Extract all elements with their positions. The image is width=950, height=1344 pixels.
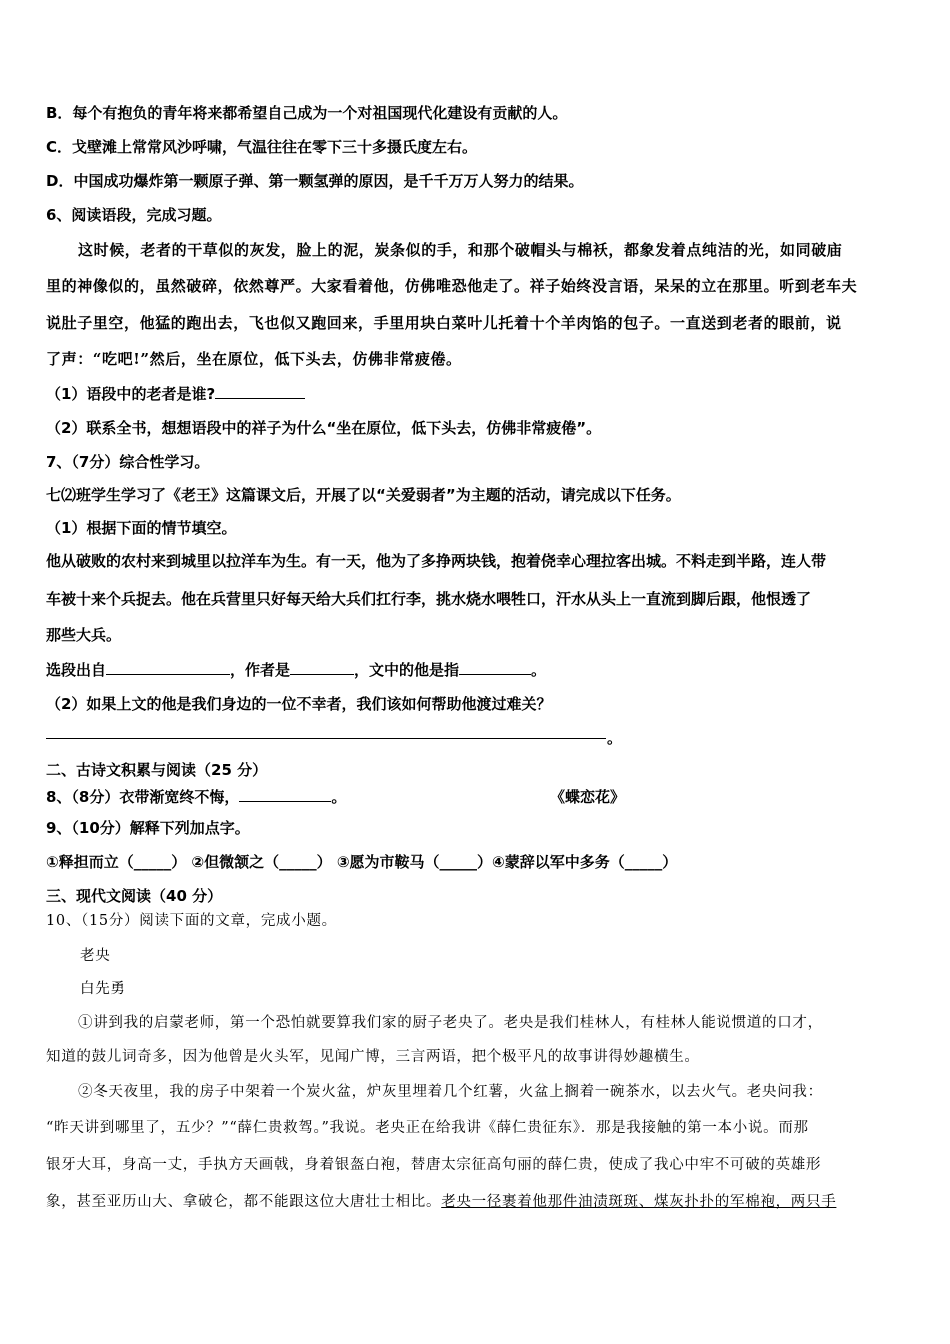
question-9-title: 9、（10分）解释下列加点字。 xyxy=(46,819,250,837)
article-p2-line-1: ②冬天夜里，我的房子中架着一个炭火盆，炉灰里埋着几个红薯，火盆上搁着一碗茶水，以去火气。老央问我： xyxy=(78,1084,823,1100)
passage-7-line-1: 他从破败的农村来到城里以拉洋车为生。有一天，他为了多挣两块钱，抱着侥幸心理拉客出城。不料走到半路，连人带 xyxy=(46,552,827,570)
article-p1-line-1: ①讲到我的启蒙老师，第一个恐怕就要算我们家的厨子老央了。老央是我们桂林人，有桂林人能说惯道的口才， xyxy=(78,1015,823,1031)
article-author: 白先勇 xyxy=(80,981,126,997)
question-8 xyxy=(46,787,346,807)
question-7-sub-2: （2）如果上文的他是我们身边的一位不幸者，我们该如何帮助他渡过难关？ xyxy=(46,695,552,713)
article-p2-line-2: “昨天讲到哪里了，五少？”“薛仁贵救驾。”我说。老央正在给我讲《薛仁贵征东》．那是我接触的第一本小说。而那 xyxy=(46,1120,809,1136)
passage-7-line-3: 那些大兵。 xyxy=(46,626,122,644)
section-3-heading: 三、现代文阅读（40 分） xyxy=(46,887,223,905)
answer-blank[interactable] xyxy=(215,384,305,399)
article-title: 老央 xyxy=(80,948,111,964)
article-p2-line-4-plain: 象，甚至亚历山大、拿破仑，都不能跟这位大唐壮士相比。 xyxy=(46,1194,442,1210)
question-6-title: 6、阅读语段，完成习题。 xyxy=(46,206,222,224)
passage-6-line-2: 里的神像似的，虽然破碎，依然尊严。大家看着他，仿佛唯恐他走了。祥子始终没言语，呆呆的立在那里。听到老车夫 xyxy=(46,277,858,295)
answer-line-end: 。 xyxy=(607,729,623,747)
question-7-intro: 七⑵班学生学习了《老王》这篇课文后，开展了以“关爱弱者”为主题的活动，请完成以下任务。 xyxy=(46,486,681,504)
question-6-sub-2: （2）联系全书，想想语段中的祥子为什么“坐在原位，低下头去，仿佛非常疲倦”。 xyxy=(46,419,602,437)
section-2-heading: 二、古诗文积累与阅读（25 分） xyxy=(46,761,268,779)
answer-blank-person[interactable] xyxy=(459,660,531,675)
question-6-sub-1 xyxy=(46,384,305,404)
passage-7-line-2: 车被十来个兵捉去。他在兵营里只好每天给大兵们扛行李，挑水烧水喂牲口，汗水从头上一直流到脚后跟，他恨透了 xyxy=(46,590,812,608)
fill-text-c: ，文中的他是指 xyxy=(354,661,460,679)
question-8-source: 《蝶恋花》 xyxy=(550,788,626,806)
answer-blank-source[interactable] xyxy=(106,660,230,675)
fill-text-b: ，作者是 xyxy=(230,661,291,679)
option-c: C．戈壁滩上常常风沙呼啸，气温往往在零下三十多摄氏度左右。 xyxy=(46,138,478,156)
question-10-title: 10、（15分）阅读下面的文章，完成小题。 xyxy=(46,913,337,929)
article-p2-line-4 xyxy=(46,1192,836,1212)
passage-6-line-3: 说肚子里空，他猛的跑出去，飞也似又跑回来，手里用块白菜叶儿托着十个羊肉馅的包子。一直送到老者的眼前，说 xyxy=(46,314,842,332)
fill-text-d: 。 xyxy=(531,661,547,679)
answer-blank-author[interactable] xyxy=(290,660,354,675)
fill-text-a: 选段出自 xyxy=(46,661,107,679)
question-7-title: 7、（7分）综合性学习。 xyxy=(46,453,210,471)
article-p2-line-3: 银牙大耳，身高一丈，手执方天画戟，身着银盔白袍，替唐太宗征高句丽的薛仁贵，使成了我心中牢不可破的英雄形 xyxy=(46,1157,822,1173)
question-6-sub-1-text: （1）语段中的老者是谁? xyxy=(46,385,216,403)
question-8-end: 。 xyxy=(331,788,347,806)
question-8-text: 8、（8分）衣带渐宽终不悔， xyxy=(46,788,240,806)
article-p1-line-2: 知道的鼓儿词奇多，因为他曾是火头军，见闻广博，三言两语，把个极平凡的故事讲得妙趣横生。 xyxy=(46,1049,700,1065)
passage-6-line-4: 了声：“吃吧!”然后，坐在原位，低下头去，仿佛非常疲倦。 xyxy=(46,350,462,368)
article-underlined-sentence: 老央一径裹着他那件油渍斑斑、煤灰扑扑的军棉袍，两只手 xyxy=(441,1194,837,1210)
passage-6-line-1: 这时候，老者的干草似的灰发，脸上的泥，炭条似的手，和那个破帽头与棉袄，都象发着点纯洁的光，如同破庙 xyxy=(78,241,843,259)
answer-blank-poem[interactable] xyxy=(239,787,331,802)
answer-line[interactable] xyxy=(46,738,606,739)
option-d: D．中国成功爆炸第一颗原子弹、第一颗氢弹的原因，是千千万万人努力的结果。 xyxy=(46,172,584,190)
question-7-fill-line xyxy=(46,660,546,680)
question-9-items: ①释担而立（_____） ②但微颔之（_____） ③愿为市鞍马（_____）④蒙辞以军中多务（_____） xyxy=(46,853,678,871)
question-7-sub-1: （1）根据下面的情节填空。 xyxy=(46,519,237,537)
option-b: B．每个有抱负的青年将来都希望自己成为一个对祖国现代化建设有贡献的人。 xyxy=(46,104,568,122)
